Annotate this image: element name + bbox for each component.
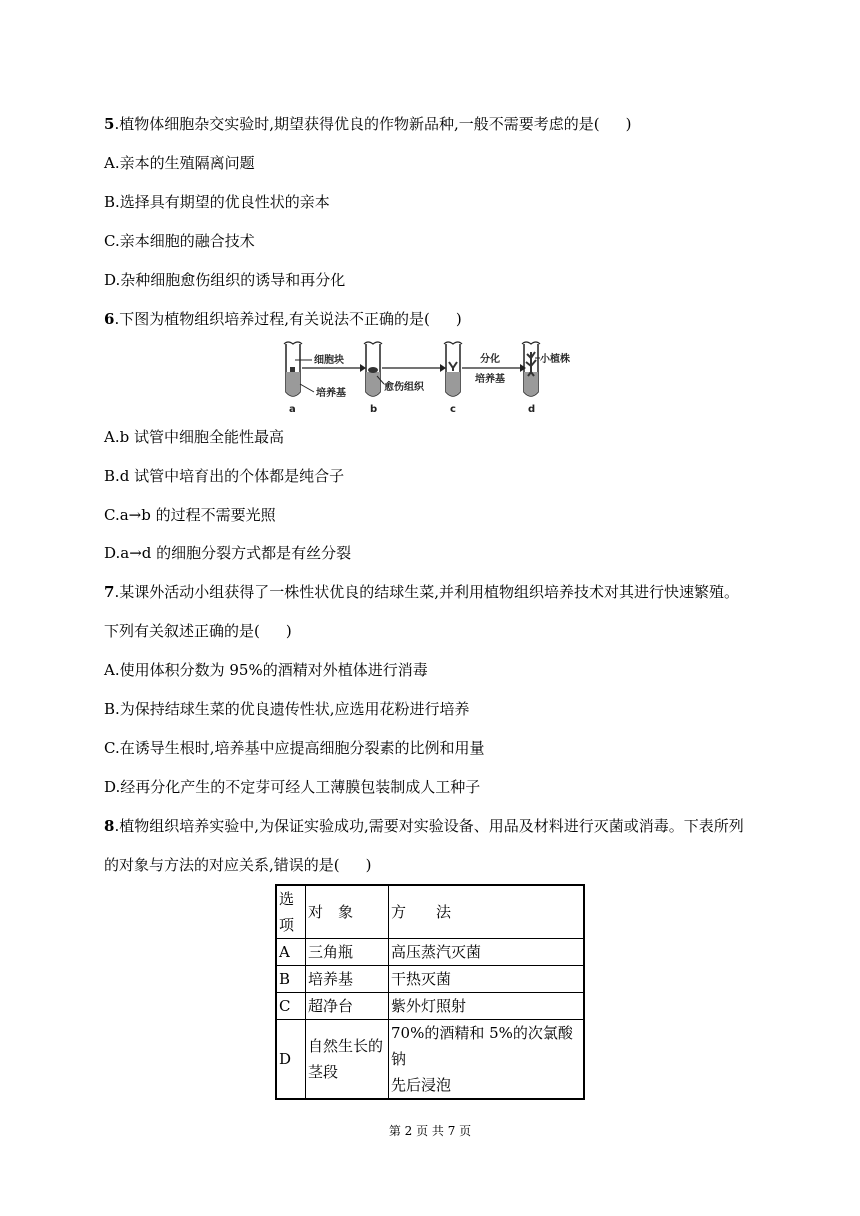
- q7-stem-text1: .某课外活动小组获得了一株性状优良的结球生菜,并利用植物组织培养技术对其进行快速繁殖。: [114, 583, 739, 601]
- label-medium-2: 培养基: [475, 374, 505, 385]
- q6-number: 6: [104, 310, 115, 328]
- q8-number: 8: [104, 817, 115, 835]
- row-option: C: [276, 993, 306, 1020]
- sterilization-table: [275, 884, 585, 1100]
- test-tube-d: [522, 342, 540, 396]
- row-option: A: [276, 939, 306, 966]
- tube-letter-a: a: [289, 404, 296, 415]
- q5-stem-text: .植物体细胞杂交实验时,期望获得优良的作物新品种,一般不需要考虑的是(: [114, 115, 600, 133]
- q6-option-d: D.a→d 的细胞分裂方式都是有丝分裂: [104, 544, 352, 562]
- q6-stem-text: .下图为植物组织培养过程,有关说法不正确的是(: [114, 310, 430, 328]
- row-object: 超净台: [306, 993, 389, 1020]
- q7-stem-text2: 下列有关叙述正确的是(: [104, 622, 260, 640]
- table-row: [276, 1020, 584, 1100]
- header-method: 方 法: [389, 885, 585, 939]
- label-callus: 愈伤组织: [384, 382, 424, 393]
- table-row: [276, 966, 584, 993]
- tissue-culture-diagram: [276, 338, 586, 418]
- q5-close: ): [625, 115, 632, 133]
- table-row: [276, 993, 584, 1020]
- q7-stem-line1: [104, 582, 739, 602]
- q7-option-b: B.为保持结球生菜的优良遗传性状,应选用花粉进行培养: [104, 700, 470, 718]
- test-tube-b: [364, 342, 382, 396]
- label-cell-block: 细胞块: [314, 355, 344, 366]
- label-pointer: [300, 384, 314, 392]
- tube-letter-b: b: [370, 404, 378, 415]
- q6-option-a: A.b 试管中细胞全能性最高: [104, 428, 284, 446]
- q7-option-a: A.使用体积分数为 95%的酒精对外植体进行消毒: [104, 661, 428, 679]
- q7-number: 7: [104, 583, 115, 601]
- q8-stem-line1: [104, 816, 744, 836]
- label-differentiation: 分化: [480, 354, 500, 365]
- test-tube-a: [284, 342, 302, 396]
- row-method: 干热灭菌: [389, 966, 585, 993]
- q6-option-c: C.a→b 的过程不需要光照: [104, 506, 276, 524]
- row-object: 三角瓶: [306, 939, 389, 966]
- row-method: 高压蒸汽灭菌: [389, 939, 585, 966]
- q5-option-b: B.选择具有期望的优良性状的亲本: [104, 193, 330, 211]
- q6-close: ): [455, 310, 462, 328]
- page-footer: 第 2 页 共 7 页: [388, 1124, 472, 1138]
- q5-stem: [104, 114, 631, 134]
- label-medium-1: 培养基: [316, 388, 346, 399]
- q6-option-b: B.d 试管中培育出的个体都是纯合子: [104, 467, 345, 485]
- q6-stem: [104, 309, 462, 329]
- q5-option-a: A.亲本的生殖隔离问题: [104, 154, 255, 172]
- q7-option-d: D.经再分化产生的不定芽可经人工薄膜包装制成人工种子: [104, 778, 481, 796]
- row-method: 紫外灯照射: [389, 993, 585, 1020]
- header-object: 对 象: [306, 885, 389, 939]
- q8-stem-line2: [104, 855, 371, 875]
- tube-letter-d: d: [528, 404, 536, 415]
- q7-stem-line2: [104, 621, 292, 641]
- table-row: [276, 939, 584, 966]
- q7-close: ): [285, 622, 292, 640]
- header-option: 选 项: [276, 885, 306, 939]
- row-object: 培养基: [306, 966, 389, 993]
- q8-stem-text2: 的对象与方法的对应关系,错误的是(: [104, 856, 340, 874]
- q8-close: ): [365, 856, 372, 874]
- test-tube-c: [444, 342, 462, 396]
- row-option: B: [276, 966, 306, 993]
- q8-stem-text1: .植物组织培养实验中,为保证实验成功,需要对实验设备、用品及材料进行灭菌或消毒。下表所列: [114, 817, 744, 835]
- row-object: 自然生长的 茎段: [306, 1020, 389, 1100]
- table-header-row: [276, 885, 584, 939]
- q5-number: 5: [104, 115, 115, 133]
- label-plantlet: 小植株: [540, 354, 570, 365]
- q5-option-d: D.杂种细胞愈伤组织的诱导和再分化: [104, 271, 346, 289]
- row-option: D: [276, 1020, 306, 1100]
- q5-option-c: C.亲本细胞的融合技术: [104, 232, 255, 250]
- tube-letter-c: c: [450, 404, 456, 415]
- q7-option-c: C.在诱导生根时,培养基中应提高细胞分裂素的比例和用量: [104, 739, 485, 757]
- row-method: 70%的酒精和 5%的次氯酸钠 先后浸泡: [389, 1020, 585, 1100]
